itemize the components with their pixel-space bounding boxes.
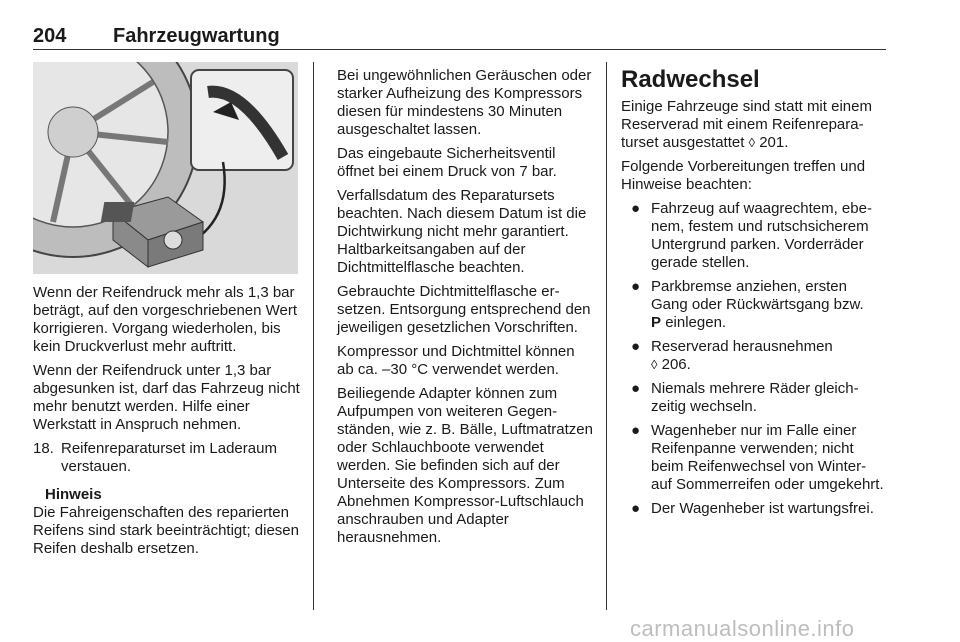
chapter-title: Fahrzeugwartung — [113, 25, 280, 47]
list-item: ● Niemals mehrere Räder gleichzeitig wechseln. — [631, 380, 859, 415]
page-ref: 201. — [759, 134, 789, 151]
step-18 — [33, 440, 301, 476]
bullet-icon: ● — [631, 422, 641, 439]
gear-p-label: P — [651, 314, 662, 331]
hint-title: Hinweis — [45, 486, 102, 503]
list-item: ● Reserverad herausnehmen ◊ 206. — [631, 338, 833, 373]
hint-body: Die Fahreigenschaften des reparierten Reifens sind stark beeinträchtigt; diesen Reifen deshalb ersetzen. — [33, 504, 299, 557]
header-rule — [33, 49, 886, 50]
page-ref-icon: ◊ — [651, 357, 658, 372]
middle-para-2: Das eingebaute Sicherheitsventil öffnet bei einem Druck von 7 bar. — [337, 145, 557, 180]
column-divider-2 — [606, 62, 607, 610]
step-text: Reifenreparaturset im Laderaum verstauen. — [61, 440, 277, 475]
bullet-icon: ● — [631, 380, 641, 397]
compressor-illustration — [33, 62, 298, 274]
page-ref: 206. — [661, 356, 691, 373]
bullet-icon: ● — [631, 500, 641, 517]
right-column — [621, 66, 887, 524]
right-intro-2: Folgende Vorbereitungen treffen und Hinweise beachten: — [621, 158, 866, 193]
middle-para-4: Gebrauchte Dichtmittelflasche ersetzen. Entsorgung entsprechend den jeweiligen gesetzlichen Vorschriften. — [337, 283, 591, 336]
section-title: Radwechsel — [621, 66, 760, 93]
left-column — [33, 284, 301, 558]
middle-para-6: Beiliegende Adapter können zum Aufpumpen von weiteren Gegenständen, wie z. B. Bälle, Luftmatratzen oder Schlauchboote verwendet werden. Sie befinden sich auf der Unterseite des Kompressors. Zum Abnehmen Kompressor-Luftschlauch anschrauben und Adapter herausnehmen. — [337, 385, 593, 546]
bullet-icon: ● — [631, 200, 641, 217]
left-para-1: Wenn der Reifendruck mehr als 1,3 bar beträgt, auf den vorgeschriebenen Wert korrigieren. Vorgang wiederholen, bis kein Druckverlust mehr auftritt. — [33, 284, 298, 355]
middle-para-1: Bei ungewöhnlichen Geräuschen oder starker Aufheizung des Kompressors diesen für mindestens 30 Minuten ausgeschaltet lassen. — [337, 67, 592, 138]
watermark: carmanualsonline.info — [630, 616, 855, 641]
column-divider-1 — [313, 62, 314, 610]
left-para-2: Wenn der Reifendruck unter 1,3 bar abgesunken ist, darf das Fahrzeug nicht mehr benutzt werden. Hilfe einer Werkstatt in Anspruch nehmen. — [33, 362, 300, 433]
tire-compressor-drawing — [33, 62, 298, 274]
page-header — [33, 25, 886, 51]
bullet-icon: ● — [631, 278, 641, 295]
list-item: ● Fahrzeug auf waagrechtem, ebenem, festem und rutschsicherem Untergrund parken. Vorderräder gerade stellen. — [631, 200, 872, 271]
list-item: ● Parkbremse anziehen, ersten Gang oder Rückwärtsgang bzw. P einlegen. — [631, 278, 864, 331]
middle-column — [337, 67, 595, 553]
middle-para-5: Kompressor und Dichtmittel können ab ca. –30 °C verwendet werden. — [337, 343, 575, 378]
page-ref-icon: ◊ — [748, 135, 756, 150]
middle-para-3: Verfallsdatum des Reparatursets beachten. Nach diesem Datum ist die Dichtwirkung nicht mehr garantiert. Haltbarkeitsangaben auf der Dichtmittelflasche beachten. — [337, 187, 587, 276]
list-item: ● Wagenheber nur im Falle einer Reifenpanne verwenden; nicht beim Reifenwechsel von Winter- auf Sommerreifen oder umgekehrt. — [631, 422, 884, 493]
list-item: ● Der Wagenheber ist wartungsfrei. — [631, 500, 874, 517]
bullet-icon: ● — [631, 338, 641, 355]
right-intro-1: Einige Fahrzeuge sind statt mit einem Reserverad mit einem Reifenreparaturset ausgestattet ◊ 201. — [621, 98, 872, 151]
step-number: 18. — [33, 440, 54, 457]
page-number: 204 — [33, 25, 67, 47]
